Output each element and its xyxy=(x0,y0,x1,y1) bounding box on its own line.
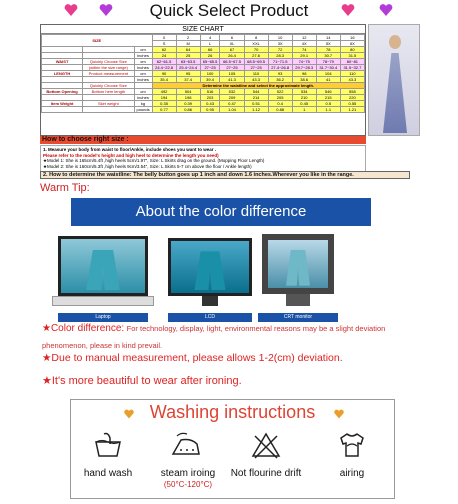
wash-label: airing xyxy=(339,468,365,479)
warm-tip-heading: Warm Tip: xyxy=(40,182,90,194)
table-cell: 0.35 xyxy=(152,101,176,107)
table-cell: 65~65.5 xyxy=(200,59,220,65)
row-unit: pounds xyxy=(134,107,152,113)
how-to-heading: How to choose right size : xyxy=(40,136,366,144)
washing-instructions xyxy=(70,399,395,499)
table-cell: 546 xyxy=(316,89,340,95)
table-cell: 67 xyxy=(220,47,244,53)
table-header: XL xyxy=(220,41,244,47)
table-cell: 0.51 xyxy=(244,101,268,107)
table-cell: 1.12 xyxy=(244,107,268,113)
table-cell: 504 xyxy=(176,89,200,95)
manual-measurement-note: ★Due to manual measurement, please allows 1-2(cm) deviation. xyxy=(42,352,343,364)
table-cell: 215 xyxy=(316,95,340,101)
table-cell: 0.45 xyxy=(292,101,316,107)
row-unit: kg xyxy=(134,101,152,107)
waistline-tip: 2. How to determine the waistline: The belly button goes up 1 inch and down 1.6 inches.Wherever you like in the range. xyxy=(40,171,410,179)
laptop-screen xyxy=(58,236,148,296)
table-cell: Determine the waistline and select the approximate length. xyxy=(152,83,364,89)
table-cell: 522 xyxy=(268,89,292,95)
device-label: Laptop xyxy=(58,313,148,322)
lcd-stand xyxy=(202,296,218,306)
size-chart xyxy=(40,24,366,136)
row-group: Bottom Opening xyxy=(42,89,83,95)
table-cell: 27~25 xyxy=(220,65,244,71)
table-cell: 27.4~26.8 xyxy=(268,65,292,71)
how-to-line: 1. Measure your body from waist to floor/Ankle, include shoes you want to wear . xyxy=(43,147,217,152)
row-unit: cm xyxy=(134,47,152,53)
washing-title: Washing instructions xyxy=(149,402,316,422)
table-cell: 0.88 xyxy=(268,107,292,113)
table-header: M xyxy=(176,41,200,47)
table-cell: 26 xyxy=(200,53,220,59)
crt-stand xyxy=(286,294,310,306)
header xyxy=(0,0,458,24)
row-unit: cm xyxy=(134,89,152,95)
color-difference-note xyxy=(42,320,422,354)
row-unit: inches xyxy=(134,95,152,101)
table-cell: 39.4 xyxy=(200,77,220,83)
heart-icon xyxy=(340,2,356,18)
wash-label: Not flourine drift xyxy=(230,468,302,479)
no-bleach-icon xyxy=(251,430,281,460)
color-difference-text: For technology, display, light, environmental reasons may be a slight deviation phenomenon, please in kind prevail. xyxy=(42,324,386,350)
how-to-line: ★Model 1: She is 165cm/5.4ft ,high heels 5cm/1.97", Size: L Skirts drag on the ground. (Mopping Floor Length) xyxy=(43,158,265,164)
table-header: 6 xyxy=(220,35,244,41)
row-unit: inches xyxy=(134,77,152,83)
table-header: 3X xyxy=(268,41,292,47)
model-dress xyxy=(383,53,407,133)
lcd-screen xyxy=(168,238,252,296)
heart-icon xyxy=(378,2,394,18)
table-cell: 110 xyxy=(340,71,364,77)
lcd-device xyxy=(168,238,252,322)
table-cell: 28.3 xyxy=(268,53,292,59)
table-cell: 532 xyxy=(220,89,244,95)
row-label: Skirt weight xyxy=(83,101,134,107)
table-header: S xyxy=(152,41,176,47)
row-group: Item Weight xyxy=(42,101,83,107)
size-table xyxy=(41,34,365,113)
table-cell: 24.4~22.8 xyxy=(152,65,176,71)
table-cell: 194 xyxy=(152,95,176,101)
table-cell: 492 xyxy=(152,89,176,95)
table-cell: 110 xyxy=(244,71,268,77)
table-header: 14 xyxy=(316,35,340,41)
crt-device xyxy=(258,230,338,322)
table-cell: 90 xyxy=(152,71,176,77)
row-group xyxy=(42,107,83,113)
table-header: XXL xyxy=(244,41,268,47)
table-cell: 214 xyxy=(244,95,268,101)
table-cell: 43.3 xyxy=(340,77,364,83)
table-cell: 203 xyxy=(200,95,220,101)
table-header: 0 xyxy=(152,35,176,41)
table-header: 16 xyxy=(340,35,364,41)
crt-screen xyxy=(262,234,334,294)
table-header: 2 xyxy=(176,35,200,41)
size-chart-title: SIZE CHART xyxy=(41,25,365,34)
table-cell: 1.04 xyxy=(220,107,244,113)
table-cell: 63~63.5 xyxy=(176,59,200,65)
table-cell: 74~75 xyxy=(292,59,316,65)
laptop-device xyxy=(58,236,148,322)
table-header: 10 xyxy=(268,35,292,41)
table-cell: 31.5~32.7 xyxy=(340,65,364,71)
wash-label: hand wash xyxy=(83,468,133,479)
ironing-note: ★It's more beautiful to wear after ironing. xyxy=(42,375,242,387)
table-header: 4 xyxy=(200,35,220,41)
table-cell: 198 xyxy=(176,95,200,101)
table-header: 12 xyxy=(292,35,316,41)
table-header: 6X xyxy=(340,41,364,47)
table-header: 5X xyxy=(316,41,340,47)
table-cell: 544 xyxy=(244,89,268,95)
table-cell: 41 xyxy=(316,77,340,83)
color-banner: About the color difference xyxy=(71,198,371,226)
table-cell: 80 xyxy=(340,47,364,53)
table-header: 8 xyxy=(244,35,268,41)
table-cell: 35.4 xyxy=(152,77,176,83)
table-cell: 27~25 xyxy=(244,65,268,71)
table-cell: 70 xyxy=(244,47,268,53)
table-cell: 74 xyxy=(292,47,316,53)
table-cell: 0.5 xyxy=(316,101,340,107)
table-cell: 1.21 xyxy=(340,107,364,113)
device-label: LCD xyxy=(168,313,252,322)
row-unit: inches xyxy=(134,53,152,59)
table-cell: 36.2 xyxy=(268,77,292,83)
table-header: 4X xyxy=(292,41,316,47)
how-to-line: Please refer to the model's height and high heel to determine the length you need) xyxy=(43,152,219,158)
table-header: L xyxy=(200,41,220,47)
table-cell: 31.5 xyxy=(340,53,364,59)
model-head xyxy=(389,35,401,49)
table-cell: 1.1 xyxy=(316,107,340,113)
table-cell: 0.86 xyxy=(176,107,200,113)
steam-iron-icon xyxy=(169,430,203,460)
table-cell: 205 xyxy=(268,95,292,101)
table-cell: 30.7 xyxy=(316,53,340,59)
shirt-airing-icon xyxy=(337,430,367,460)
how-to-line: ★Model 2: She is 160cm/5.3ft ,high heels 9cm/3.54", Size: L Skirts 5-7 cm above the floor / Ankle length) xyxy=(43,163,252,169)
table-cell: 72 xyxy=(268,47,292,53)
jeans-image xyxy=(194,251,225,290)
table-cell: 37.4 xyxy=(176,77,200,83)
table-cell: 105 xyxy=(220,71,244,77)
table-cell: 210 xyxy=(292,95,316,101)
table-cell: 29.7~28.3 xyxy=(292,65,316,71)
table-cell: 0.47 xyxy=(220,101,244,107)
table-cell: 534 xyxy=(292,89,316,95)
table-cell: 41.3 xyxy=(220,77,244,83)
table-cell: 1 xyxy=(292,107,316,113)
row-unit: inches xyxy=(134,65,152,71)
table-cell: 68.5~69.5 xyxy=(244,59,268,65)
table-cell: 27~25 xyxy=(200,65,220,71)
table-cell: 26.4 xyxy=(220,53,244,59)
table-cell: 38.6 xyxy=(292,77,316,83)
laptop-base xyxy=(52,296,154,306)
table-cell: 80~81 xyxy=(340,59,364,65)
row-unit: cm xyxy=(134,59,152,65)
table-cell: 0.55 xyxy=(340,101,364,107)
table-cell: 43.3 xyxy=(244,77,268,83)
jeans-image xyxy=(86,250,120,291)
table-cell: 104 xyxy=(316,71,340,77)
table-cell: 24 xyxy=(152,53,176,59)
table-row xyxy=(42,107,365,113)
device-label: CRT monitor xyxy=(258,313,338,322)
table-cell: 78~79 xyxy=(316,59,340,65)
wash-sublabel: (50°C-120°C) xyxy=(163,480,213,489)
table-cell: 558 xyxy=(340,89,364,95)
table-cell: 209 xyxy=(220,95,244,101)
jeans-image xyxy=(286,250,310,286)
row-label: (within the size range) xyxy=(83,65,134,71)
table-cell: 62~61.5 xyxy=(152,59,176,65)
row-label: Bottom hem length xyxy=(83,89,134,95)
table-cell: 516 xyxy=(200,89,220,95)
size-label: SIZE xyxy=(42,35,153,47)
hand-wash-icon xyxy=(93,430,123,460)
table-cell: 0.77 xyxy=(152,107,176,113)
row-label: Product measurement xyxy=(83,71,134,77)
table-cell: 220 xyxy=(340,95,364,101)
table-cell: 95 xyxy=(176,71,200,77)
model-photo xyxy=(368,24,420,136)
table-cell: 0.95 xyxy=(200,107,220,113)
table-cell: 0.39 xyxy=(176,101,200,107)
table-cell: 93 xyxy=(268,71,292,77)
row-group: WAIST xyxy=(42,59,83,65)
table-cell: 31.7~30.4 xyxy=(316,65,340,71)
table-cell: 25 xyxy=(176,53,200,59)
color-difference-heading: ★Color difference: xyxy=(42,323,125,334)
table-cell: 0.43 xyxy=(200,101,220,107)
table-cell: 64 xyxy=(176,47,200,53)
row-label: Quickly Choose Size xyxy=(83,83,134,89)
table-cell: 98 xyxy=(292,71,316,77)
page-title: Quick Select Product xyxy=(149,1,309,20)
table-cell: 29.1 xyxy=(292,53,316,59)
row-label: Quickly Choose Size xyxy=(83,59,134,65)
table-cell: 66 xyxy=(200,47,220,53)
row-unit: cm xyxy=(134,71,152,77)
table-cell: 100 xyxy=(200,71,220,77)
table-cell: 78 xyxy=(316,47,340,53)
table-cell: 71~71.5 xyxy=(268,59,292,65)
heart-icon xyxy=(333,408,345,420)
table-cell: 62 xyxy=(152,47,176,53)
table-cell: 0.4 xyxy=(268,101,292,107)
row-group: LENGTH xyxy=(42,71,83,77)
table-cell: 66.5~67.5 xyxy=(220,59,244,65)
table-cell: 25.4~24.4 xyxy=(176,65,200,71)
table-cell: 27.6 xyxy=(244,53,268,59)
row-label xyxy=(83,107,134,113)
wash-label: steam iroing xyxy=(160,468,216,479)
